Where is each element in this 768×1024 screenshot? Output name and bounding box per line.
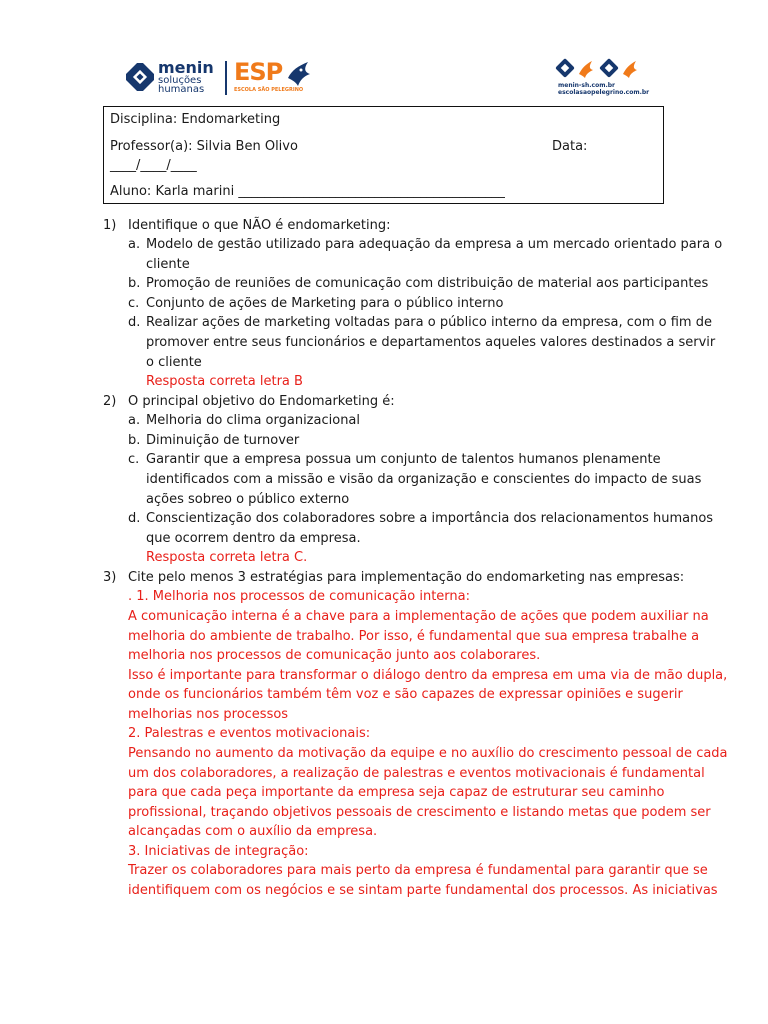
q3-answer-line: melhorias nos processos [128, 707, 289, 722]
q1-option-a-cont: cliente [146, 257, 190, 272]
q3-answer-line: alcançadas com o auxílio da empresa. [128, 824, 378, 839]
q1-option-d-cont2: o cliente [146, 355, 202, 370]
esp-logo [234, 58, 314, 98]
q3-answer-line: melhoria do ambiente de trabalho. Por isso, é fundamental que sua empresa trabalhe a [128, 629, 700, 644]
menin-logo [126, 60, 226, 94]
q1-option-d-cont1: promover entre seus funcionários e departamentos aqueles valores destinados a servir [146, 335, 716, 350]
esp-subtitle: ESCOLA SÃO PELEGRINO [234, 87, 304, 93]
q3-heading-2: 2. Palestras e eventos motivacionais: [128, 726, 371, 741]
q3-answer-line: Isso é importante para transformar o diálogo dentro da empresa em uma via de mão dupla, [128, 668, 728, 683]
aluno-field: Aluno: Karla marini _________________________________________ [110, 184, 505, 199]
q2-option-c-cont1: identificados com a missão e visão da organização e conscientes do impacto de suas [146, 472, 702, 487]
q2-option-b: Diminuição de turnover [146, 433, 300, 448]
q2-option-a: Melhoria do clima organizacional [146, 413, 361, 428]
q3-answer-line: para que cada peça importante da empresa seja capaz de estruturar seu caminho [128, 785, 665, 800]
q3-answer-line: Pensando no aumento da motivação da equipe e no auxílio do crescimento pessoal de cada [128, 746, 728, 761]
q1-option-d-marker: d. [128, 315, 141, 330]
q2-question: O principal objetivo do Endomarketing é: [128, 394, 395, 409]
esp-url: escolasaopelegrino.com.br [558, 89, 650, 96]
q1-question: Identifique o que NÃO é endomarketing: [128, 218, 391, 233]
q1-option-c-marker: c. [128, 296, 140, 311]
menin-sub-2: humanas [158, 84, 205, 95]
q3-answer-line: onde os funcionários também têm voz e são capazes de expressar opiniões e sugerir [128, 687, 683, 702]
q1-option-b: Promoção de reuniões de comunicação com distribuição de material aos participantes [146, 276, 709, 291]
menin-sub-1: soluções [158, 75, 202, 86]
q3-answer-line: Trazer os colaboradores para mais perto da empresa é fundamental para garantir que se [128, 863, 708, 878]
q2-answer: Resposta correta letra C. [146, 550, 308, 565]
header-info-box [103, 106, 664, 204]
menin-emblem-icon [126, 63, 154, 91]
q3-answer-line: melhoria nos processos de comunicação junto aos colaborares. [128, 648, 541, 663]
q1-option-d: Realizar ações de marketing voltadas para o público interno da empresa, com o fim de [146, 315, 712, 330]
eagle-icon [286, 60, 312, 88]
q3-answer-line: um dos colaboradores, a realização de palestras e eventos motivacionais é fundamental [128, 766, 705, 781]
q2-option-c-cont2: ações sobreo o público externo [146, 492, 350, 507]
professor-field: Professor(a): Silvia Ben Olivo [110, 139, 298, 154]
q3-heading-3: 3. Iniciativas de integração: [128, 844, 309, 859]
menin-wordmark: menin [158, 58, 214, 77]
q2-option-d-marker: d. [128, 511, 141, 526]
disciplina-field: Disciplina: Endomarketing [110, 112, 281, 127]
q2-number: 2) [103, 394, 117, 409]
q3-answer-line: profissional, traçando objetivos pessoais de crescimento e listando metas que podem ser [128, 805, 711, 820]
q2-option-d: Conscientização dos colaboradores sobre a importância dos relacionamentos humanos [146, 511, 714, 526]
q1-option-b-marker: b. [128, 276, 141, 291]
q3-answer-line: identifiquem com os negócios e se sintam parte fundamental dos processos. As iniciativas [128, 883, 718, 898]
partner-emblems-icon [555, 58, 647, 80]
q1-option-a: Modelo de gestão utilizado para adequação da empresa a um mercado orientado para o [146, 237, 723, 252]
q3-answer-line: A comunicação interna é a chave para a implementação de ações que podem auxiliar na [128, 609, 709, 624]
date-blanks: ____/____/____ [110, 158, 197, 173]
partner-logos [555, 58, 650, 98]
q3-heading-1: . 1. Melhoria nos processos de comunicação interna: [128, 589, 470, 604]
menin-url: menin-sh.com.br [558, 82, 615, 89]
esp-wordmark: ESP [234, 58, 283, 86]
data-label: Data: [552, 139, 588, 154]
q1-option-a-marker: a. [128, 237, 141, 252]
q2-option-d-cont: que ocorrem dentro da empresa. [146, 531, 361, 546]
q2-option-a-marker: a. [128, 413, 141, 428]
q1-answer: Resposta correta letra B [146, 374, 303, 389]
q2-option-c-marker: c. [128, 452, 140, 467]
q1-option-c: Conjunto de ações de Marketing para o público interno [146, 296, 504, 311]
q3-number: 3) [103, 570, 117, 585]
q2-option-b-marker: b. [128, 433, 141, 448]
q2-option-c: Garantir que a empresa possua um conjunto de talentos humanos plenamente [146, 452, 661, 467]
q3-question: Cite pelo menos 3 estratégias para implementação do endomarketing nas empresas: [128, 570, 685, 585]
logo-divider [225, 61, 227, 95]
q1-number: 1) [103, 218, 117, 233]
